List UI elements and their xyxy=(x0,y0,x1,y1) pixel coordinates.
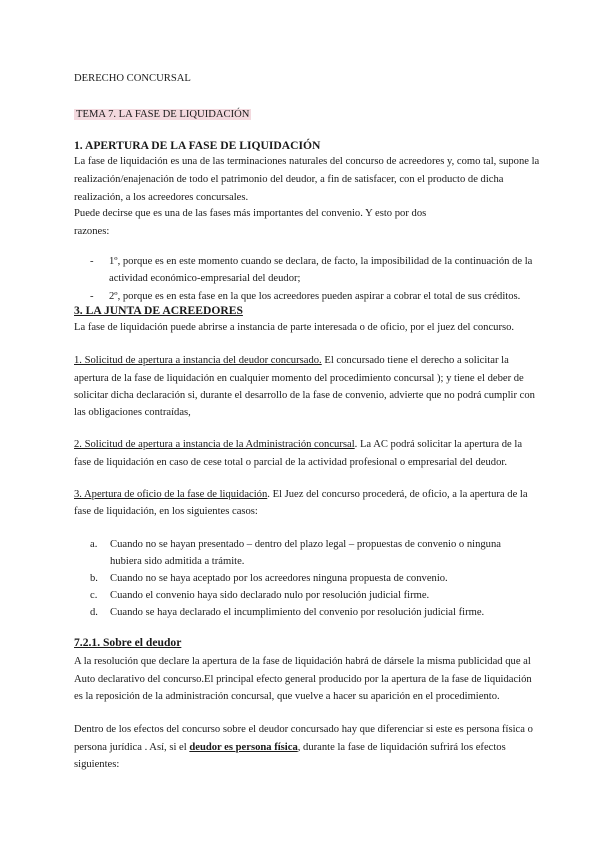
section1-line: Puede decirse que es una de las fases más importantes del convenio. Y esto por dos xyxy=(74,208,427,219)
bullet-line: 1º, porque es en este momento cuando se declara, de facto, la imposibilidad de la continuación de la xyxy=(109,256,533,267)
topic-title xyxy=(74,106,251,124)
p2-first-line xyxy=(74,436,522,454)
section721-p2-line xyxy=(74,739,506,757)
case-line: Cuando no se haya aceptado por los acreedores ninguna propuesta de convenio. xyxy=(110,573,448,584)
p3-title: 3. Apertura de oficio de la fase de liquidación xyxy=(74,489,268,500)
section1-line: La fase de liquidación es una de las terminaciones naturales del concurso de acreedores y, como tal, supone la xyxy=(74,156,540,167)
case-line: Cuando se haya declarado el incumplimiento del convenio por resolución judicial firme. xyxy=(110,607,485,618)
section1-line: realización, a los acreedores concursales. xyxy=(74,192,249,203)
p3-first-line xyxy=(74,486,528,504)
p2-rest: . La AC podrá solicitar la apertura de la xyxy=(354,439,523,450)
p1-first-line xyxy=(74,352,509,370)
p3-rest: . El Juez del concurso procederá, de oficio, a la apertura de la xyxy=(267,489,528,500)
section1-line: razones: xyxy=(74,226,110,237)
section1-heading: 1. APERTURA DE LA FASE DE LIQUIDACIÓN xyxy=(74,139,321,152)
case-letter: c. xyxy=(90,590,98,601)
case-line: hubiera sido admitida a trámite. xyxy=(110,556,245,567)
bullet-dash: - xyxy=(90,291,94,302)
case-letter: a. xyxy=(90,539,98,550)
section721-line: es la reposición de la administración concursal, que vuelve a hacer su aparición en el procedimiento. xyxy=(74,691,500,702)
section3-intro: La fase de liquidación puede abrirse a instancia de parte interesada o de oficio, por el juez del concurso. xyxy=(74,322,515,333)
p2-post: , durante la fase de liquidación sufrirá los efectos xyxy=(297,742,506,753)
p2-title: 2. Solicitud de apertura a instancia de la Administración concursal xyxy=(74,439,355,450)
topic-title-highlight: TEMA 7. LA FASE DE LIQUIDACIÓN xyxy=(76,109,250,120)
section721-p2-line: siguientes: xyxy=(74,759,120,770)
p3-line: fase de liquidación, en los siguientes casos: xyxy=(74,506,258,517)
case-line: Cuando el convenio haya sido declarado nulo por resolución judicial firme. xyxy=(110,590,430,601)
course-title: DERECHO CONCURSAL xyxy=(74,73,191,84)
p1-line: las obligaciones contraídas, xyxy=(74,407,191,418)
bullet-line: 2º, porque es en esta fase en la que los acreedores pueden aspirar a cobrar el total de sus créditos. xyxy=(109,291,521,302)
case-letter: b. xyxy=(90,573,98,584)
p2-bold-underlined: deudor es persona física xyxy=(189,742,298,753)
p2-pre: persona jurídica . Así, si el xyxy=(74,742,190,753)
section721-line: A la resolución que declare la apertura de la fase de liquidación habrá de dársele la misma publicidad que al xyxy=(74,656,531,667)
section721-p2-line: Dentro de los efectos del concurso sobre el deudor concursado hay que diferenciar si este es persona física o xyxy=(74,724,533,735)
p2-line: fase de liquidación en caso de cese total o parcial de la actividad profesional o empresarial del deudor. xyxy=(74,457,507,468)
section3-heading: 3. LA JUNTA DE ACREEDORES xyxy=(74,304,243,317)
p1-line: apertura de la fase de liquidación en cualquier momento del procedimiento concursal ); y tiene el deber de xyxy=(74,373,524,384)
p1-rest: El concursado tiene el derecho a solicitar la xyxy=(321,355,509,366)
p1-line: solicitar dicha declaración si, durante el desarrollo de la fase de convenio, advierte que no podrá cumplir con xyxy=(74,390,535,401)
section1-line: realización/enajenación de todo el patrimonio del deudor, a fin de satisfacer, con el producto de dicha xyxy=(74,174,504,185)
case-line: Cuando no se hayan presentado – dentro del plazo legal – propuestas de convenio o ninguna xyxy=(110,539,501,550)
section721-heading: 7.2.1. Sobre el deudor xyxy=(74,636,182,649)
case-letter: d. xyxy=(90,607,98,618)
bullet-line: actividad económico-empresarial del deudor; xyxy=(109,273,301,284)
section721-line: Auto declarativo del concurso.El principal efecto general producido por la apertura de la fase de liquidación xyxy=(74,674,532,685)
bullet-dash: - xyxy=(90,256,94,267)
p1-title: 1. Solicitud de apertura a instancia del deudor concursado. xyxy=(74,355,322,366)
